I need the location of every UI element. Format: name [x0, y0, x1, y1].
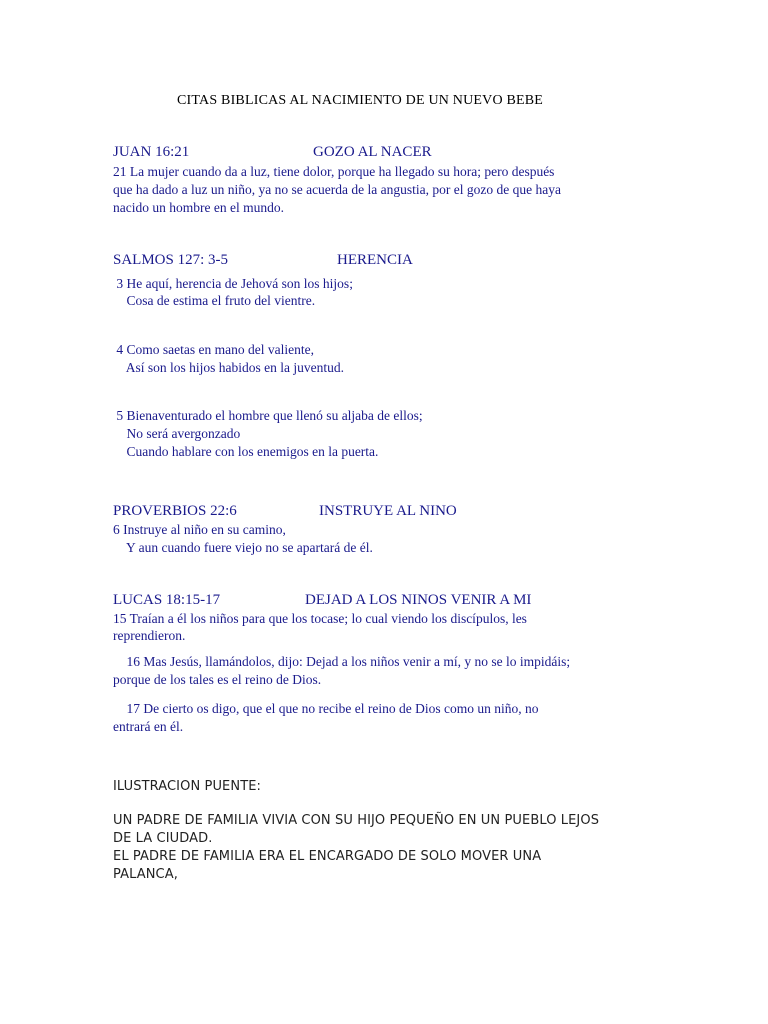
verse-line: que ha dado a luz un niño, ya no se acuerda de la angustia, por el gozo de que haya: [113, 182, 561, 197]
section-reference: PROVERBIOS 22:6: [113, 503, 237, 519]
section-heading: INSTRUYE AL NINO: [319, 503, 457, 519]
verse-line: 16 Mas Jesús, llamándolos, dijo: Dejad a los niños venir a mí, y no se lo impidáis;: [113, 654, 571, 669]
section-reference: SALMOS 127: 3-5: [113, 252, 229, 268]
verse-line: 5 Bienaventurado el hombre que llenó su aljaba de ellos;: [113, 408, 423, 423]
section-heading: HERENCIA: [337, 252, 413, 268]
section-reference: JUAN 16:21: [113, 144, 190, 160]
verse-line: porque de los tales es el reino de Dios.: [113, 672, 322, 687]
verse-line: 4 Como saetas en mano del valiente,: [113, 342, 314, 357]
verse-line: Y aun cuando fuere viejo no se apartará de él.: [113, 540, 373, 555]
illustration-heading: ILUSTRACION PUENTE:: [113, 779, 262, 794]
verse-line: 21 La mujer cuando da a luz, tiene dolor, porque ha llegado su hora; pero después: [113, 164, 555, 179]
verse-line: reprendieron.: [113, 628, 186, 643]
verse-line: nacido un hombre en el mundo.: [113, 200, 284, 215]
verse-line: 15 Traían a él los niños para que los tocase; lo cual viendo los discípulos, les: [113, 611, 527, 626]
verse-line: Así son los hijos habidos en la juventud.: [113, 360, 344, 375]
illustration-line: EL PADRE DE FAMILIA ERA EL ENCARGADO DE SOLO MOVER UNA: [113, 849, 542, 864]
verse-line: No será avergonzado: [113, 426, 241, 441]
page-title: CITAS BIBLICAS AL NACIMIENTO DE UN NUEVO BEBE: [177, 93, 544, 108]
section-reference: LUCAS 18:15-17: [113, 592, 221, 608]
section-heading: DEJAD A LOS NINOS VENIR A MI: [305, 592, 532, 608]
verse-line: 6 Instruye al niño en su camino,: [113, 522, 286, 537]
section-heading: GOZO AL NACER: [313, 144, 432, 160]
verse-line: 17 De cierto os digo, que el que no recibe el reino de Dios como un niño, no: [113, 701, 539, 716]
illustration-line: DE LA CIUDAD.: [113, 831, 213, 846]
verse-line: Cuando hablare con los enemigos en la puerta.: [113, 444, 379, 459]
verse-line: 3 He aquí, herencia de Jehová son los hijos;: [113, 276, 353, 291]
illustration-line: PALANCA,: [113, 867, 178, 882]
verse-line: entrará en él.: [113, 719, 184, 734]
illustration-line: UN PADRE DE FAMILIA VIVIA CON SU HIJO PEQUEÑO EN UN PUEBLO LEJOS: [113, 813, 600, 828]
verse-line: Cosa de estima el fruto del vientre.: [113, 293, 316, 308]
